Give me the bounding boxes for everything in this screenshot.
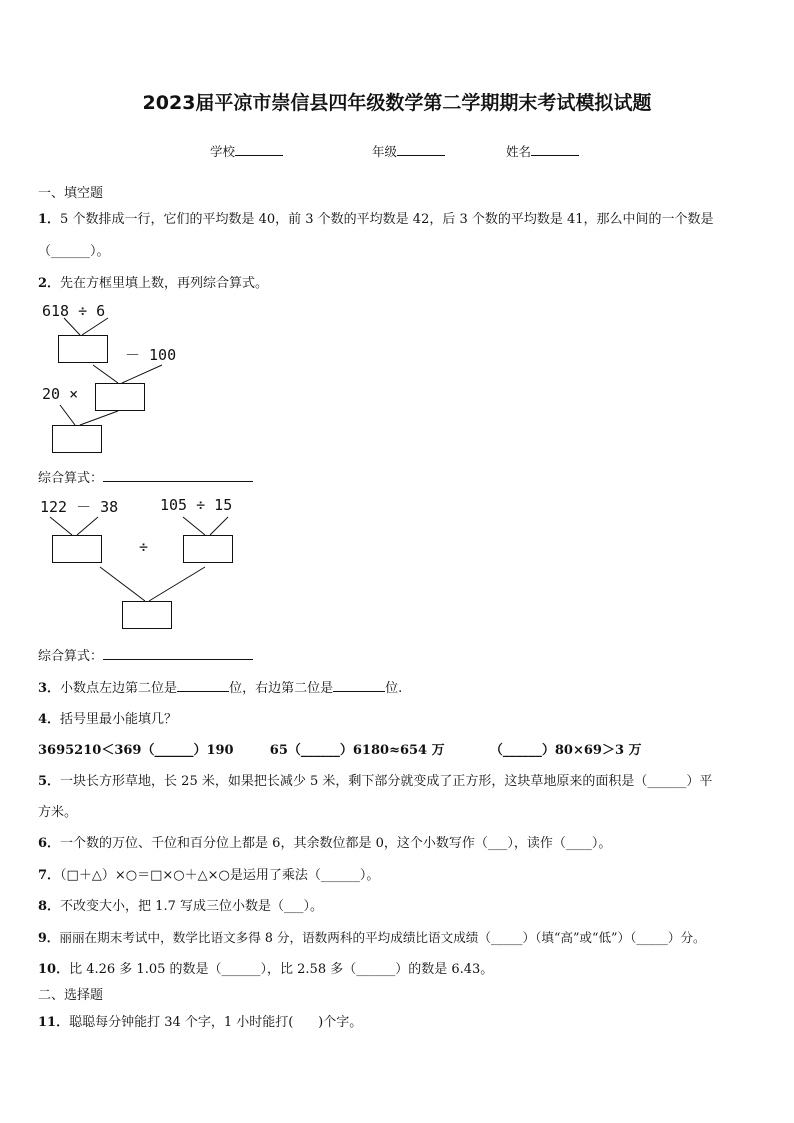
diagram1-subtract-expression: － 100 xyxy=(125,346,177,364)
question-7-number: 7． xyxy=(38,868,61,883)
question-8 xyxy=(38,895,323,914)
diagram1-multiply-expression: 20 × xyxy=(42,385,79,403)
question-10-number: 10． xyxy=(38,962,70,977)
question-5-line-1 xyxy=(38,770,712,789)
answer-box[interactable] xyxy=(52,535,102,563)
page-title: 2023届平凉市崇信县四年级数学第二学期期末考试模拟试题 xyxy=(142,92,652,114)
question-3-number: 3． xyxy=(38,681,61,696)
question-10 xyxy=(38,958,493,977)
question-4 xyxy=(38,708,177,727)
question-3-text-3: 位. xyxy=(385,681,403,696)
question-9-number: 9． xyxy=(38,930,60,945)
question-3-text-1: 小数点左边第二位是 xyxy=(60,681,178,696)
question-5-text: 一块长方形草地，长 25 米，如果把长减少 5 米，剩下部分就变成了正方形，这块草地原来的面积是（______）平 xyxy=(60,774,713,789)
question-5-line-2: 方米。 xyxy=(38,805,78,820)
question-6-text: 一个数的万位、千位和百分位上都是 6，其余数位都是 0，这个小数写作（___），读作（____）。 xyxy=(60,836,612,851)
question-3 xyxy=(38,677,402,696)
section-multiple-choice: 二、选择题 xyxy=(38,988,104,1003)
answer-box[interactable] xyxy=(95,383,145,411)
question-10-text: 比 4.26 多 1.05 的数是（______），比 2.58 多（______）的数是 6.43。 xyxy=(69,962,494,977)
question-4-number: 4． xyxy=(38,712,61,727)
answer-box[interactable] xyxy=(52,425,102,453)
formula-line-2 xyxy=(38,645,253,664)
question-1-number: 1． xyxy=(38,212,61,227)
question-1-line-2: （______）。 xyxy=(38,244,110,259)
question-8-number: 8． xyxy=(38,899,61,914)
question-11-number: 11． xyxy=(38,1015,70,1030)
question-3-blank-1[interactable] xyxy=(177,678,229,692)
diagram2-operator: ÷ xyxy=(139,538,149,556)
question-11-text: 聪聪每分钟能打 34 个字，1 小时能打( )个字。 xyxy=(69,1015,363,1030)
question-3-blank-2[interactable] xyxy=(333,678,385,692)
question-11 xyxy=(38,1011,362,1030)
question-4-items: 3695210＜369（______）190 65（______）6180≈654 万 （______）80×69＞3 万 xyxy=(38,743,642,758)
answer-box[interactable] xyxy=(58,335,108,363)
question-2-text: 先在方框里填上数，再列综合算式。 xyxy=(60,276,269,291)
question-8-text: 不改变大小，把 1.7 写成三位小数是（___）。 xyxy=(60,899,323,914)
name-label: 姓名 xyxy=(506,144,532,159)
formula-blank[interactable] xyxy=(103,646,253,660)
question-2-number: 2． xyxy=(38,276,61,291)
answer-box[interactable] xyxy=(122,601,172,629)
question-9 xyxy=(38,927,706,946)
question-7-text: （□＋△）×○＝□×○＋△×○是运用了乘法（______）。 xyxy=(60,868,380,883)
question-7 xyxy=(38,864,379,883)
question-1-text: 5 个数排成一行，它们的平均数是 40，前 3 个数的平均数是 42，后 3 个数的平均数是 41，那么中间的一个数是 xyxy=(60,212,714,227)
diagram1-top-expression: 618 ÷ 6 xyxy=(42,302,106,320)
question-6 xyxy=(38,832,611,851)
section-fill-in: 一、填空题 xyxy=(38,186,104,201)
formula-blank[interactable] xyxy=(103,468,253,482)
answer-box[interactable] xyxy=(183,535,233,563)
formula-line-1 xyxy=(38,467,253,486)
question-4-text: 括号里最小能填几？ xyxy=(60,712,178,727)
formula-label: 综合算式： xyxy=(38,471,104,486)
diagram2-right-expression: 105 ÷ 15 xyxy=(160,496,233,514)
question-6-number: 6． xyxy=(38,836,61,851)
school-label: 学校 xyxy=(210,144,236,159)
formula-label: 综合算式： xyxy=(38,649,104,664)
question-9-text: 丽丽在期末考试中，数学比语文多得 8 分，语数两科的平均成绩比语文成绩（_____）（填“高”或“低”）（_____）分。 xyxy=(59,930,706,945)
question-3-text-2: 位，右边第二位是 xyxy=(229,681,334,696)
question-5-number: 5． xyxy=(38,774,61,789)
diagram2-left-expression: 122 － 38 xyxy=(40,498,119,516)
grade-label: 年级 xyxy=(372,144,398,159)
